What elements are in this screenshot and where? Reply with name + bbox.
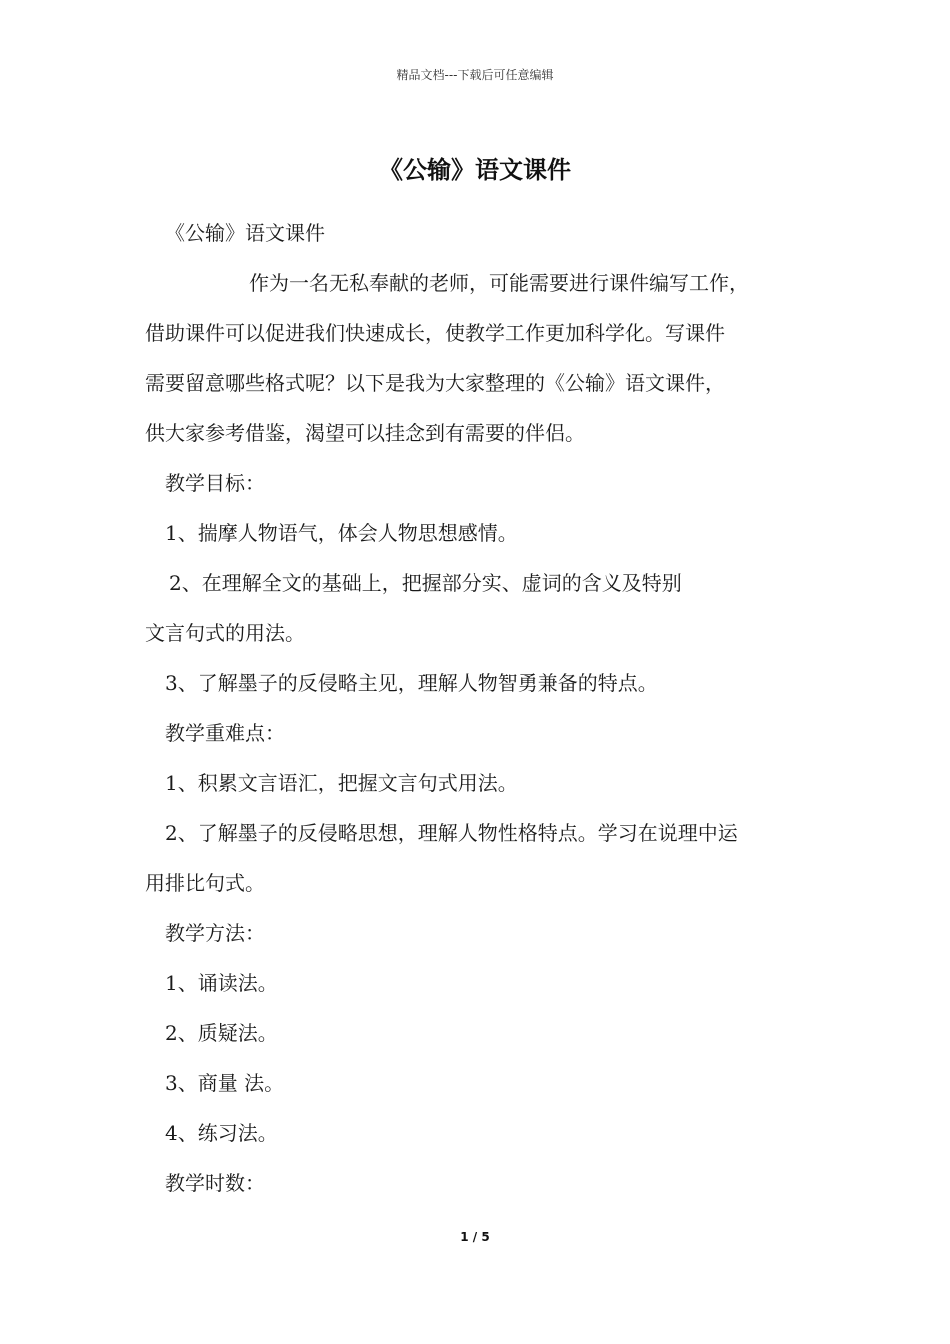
list-item: 1、积累文言语汇，把握文言句式用法。 [165, 771, 518, 795]
document-title: 《公输》语文课件 [379, 156, 571, 184]
list-item: 3、商量 法。 [165, 1071, 285, 1095]
list-item: 2、在理解全文的基础上，把握部分实、虚词的含义及特别 [169, 571, 682, 595]
page-header: 精品文档---下载后可任意编辑 [396, 68, 554, 82]
section-heading-methods: 教学方法： [165, 921, 265, 945]
intro-paragraph-line: 供大家参考借鉴，渴望可以挂念到有需要的伴侣。 [145, 421, 585, 445]
section-heading-class-hours: 教学时数： [165, 1171, 265, 1195]
document-body [145, 208, 810, 1208]
intro-paragraph-line: 借助课件可以促进我们快速成长，使教学工作更加科学化。写课件 [145, 321, 725, 345]
subtitle-line: 《公输》语文课件 [165, 221, 325, 245]
section-heading-key-points: 教学重难点： [165, 721, 285, 745]
list-item: 1、揣摩人物语气，体会人物思想感情。 [165, 521, 518, 545]
list-item: 2、质疑法。 [165, 1021, 278, 1045]
list-item: 2、了解墨子的反侵略思想，理解人物性格特点。学习在说理中运 [165, 821, 738, 845]
list-item-continuation: 用排比句式。 [145, 871, 265, 895]
list-item: 1、诵读法。 [165, 971, 278, 995]
list-item: 3、了解墨子的反侵略主见，理解人物智勇兼备的特点。 [165, 671, 658, 695]
page-indicator: 1 / 5 [460, 1230, 490, 1244]
list-item-continuation: 文言句式的用法。 [145, 621, 305, 645]
intro-paragraph-line: 需要留意哪些格式呢？以下是我为大家整理的《公输》语文课件， [145, 371, 725, 395]
list-item: 4、练习法。 [165, 1121, 278, 1145]
intro-paragraph-line: 作为一名无私奉献的老师，可能需要进行课件编写工作， [249, 271, 749, 295]
section-heading-objectives: 教学目标： [165, 471, 265, 495]
